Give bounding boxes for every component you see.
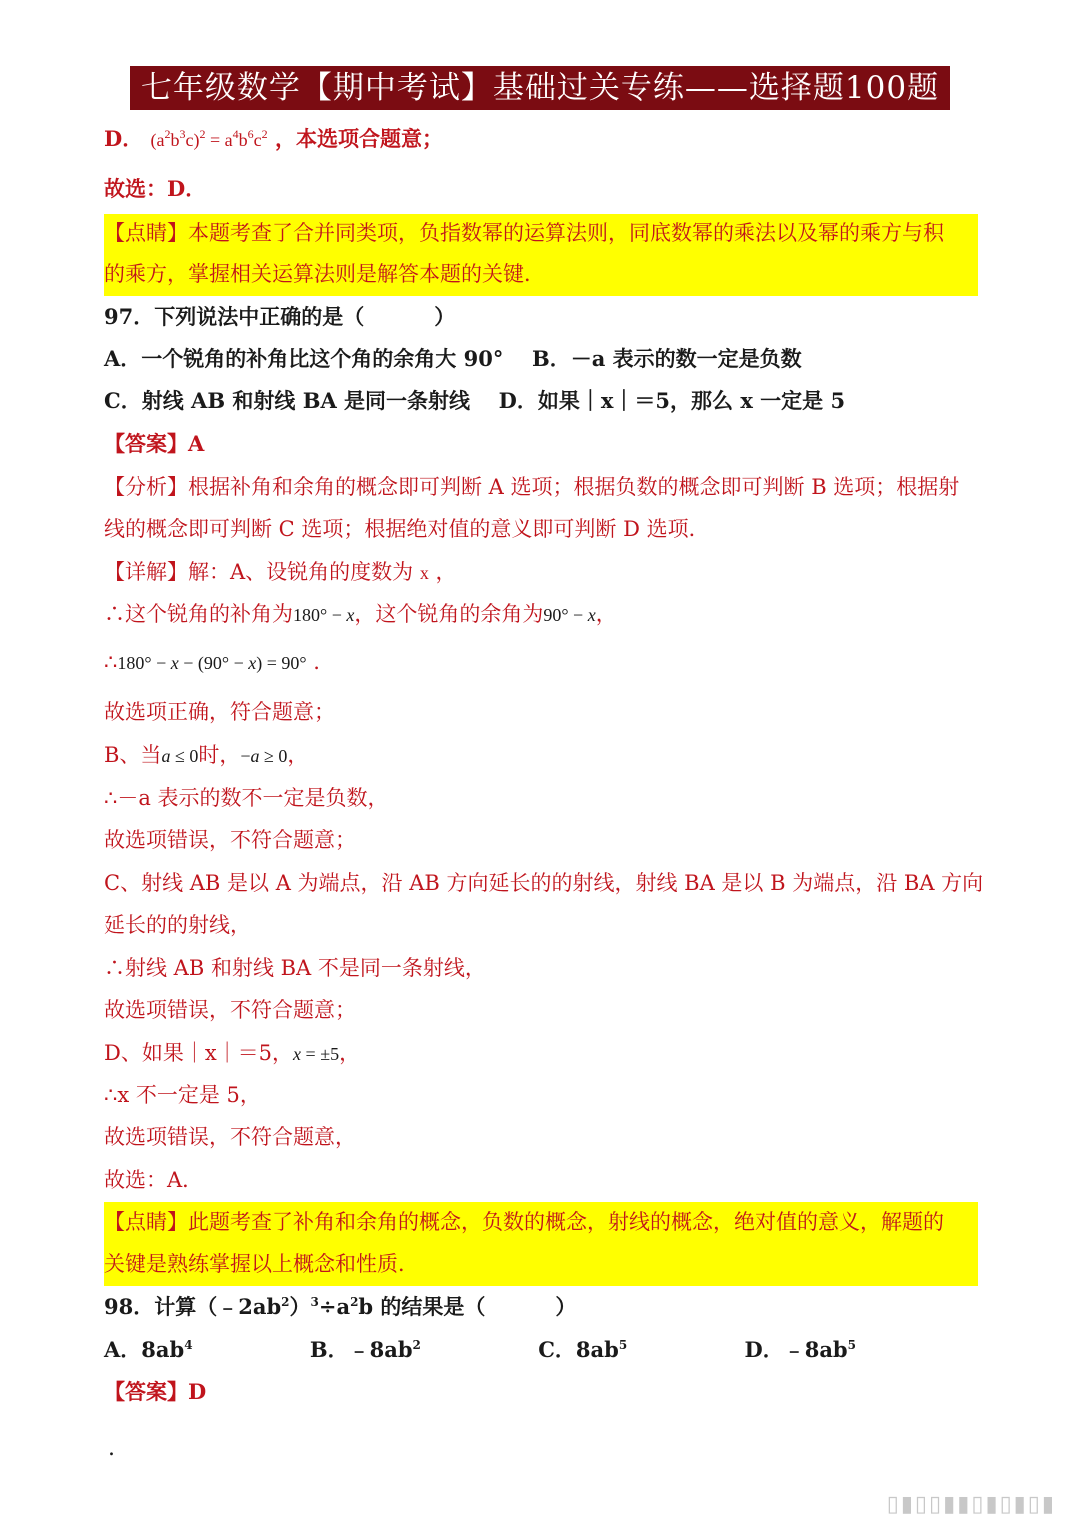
tip-highlight-1 [104,214,978,296]
detail-line: 故选项错误，不符合题意； [104,828,356,852]
detail-line: 【详解】解：A、设锐角的度数为 x ， [104,560,457,584]
detail-line: ∴180° − x − (90° − x) = 90° . [104,650,320,674]
tip-line: 【点睛】此题考查了补角和余角的概念，负数的概念，射线的概念，绝对值的意义，解题的 [104,1210,944,1234]
detail-line: C、射线 AB 是以 A 为端点，沿 AB 方向延长的的射线，射线 BA 是以 B 为端点，沿 BA 方向 [104,871,984,895]
page-title: 七年级数学【期中考试】基础过关专练——选择题100题 [130,66,950,110]
detail-line: 故选：A． [104,1168,204,1192]
question-97-stem: 97．下列说法中正确的是（ ） [104,304,456,329]
question-98-stem: 98．计算$(﹣2ab^2)^3\div a^2b$ 的结果是（ ） [104,1294,577,1319]
question-97-options-ab [104,344,802,374]
trailing-dot: . [108,1436,115,1461]
tip-line: 的乘方，掌握相关运算法则是解答本题的关键． [104,262,545,286]
detail-line: ∴射线 AB 和射线 BA 不是同一条射线， [104,956,486,980]
option-d: D．如果｜x｜＝5，那么 x 一定是 5 [498,388,846,413]
option-c: C．$8ab^5$ [538,1337,628,1362]
detail-line: 延长的的射线， [104,913,251,937]
detail-line: ∴这个锐角的补角为180° − x，这个锐角的余角为90° − x， [104,602,617,626]
prev-choice: 故选：D． [104,176,207,201]
option-d: D．$﹣8ab^5$ [744,1337,856,1362]
formula-power: $(a^2b^3c)^2 = a^4b^6c^2$ [150,127,268,150]
answer: 【答案】A [104,431,205,456]
detail-line: ∴－a 表示的数不一定是负数， [104,786,389,810]
detail-line: ∴x 不一定是 5， [104,1083,261,1107]
option-a: A．$8ab^4$ [104,1337,193,1362]
option-a: A．一个锐角的补角比这个角的余角大 90° [104,346,504,371]
analysis-line: 【分析】根据补角和余角的概念即可判断 A 选项；根据负数的概念即可判断 B 选项；根据射 [104,475,960,499]
detail-line: 故选项错误，不符合题意； [104,998,356,1022]
option-c: C．射线 AB 和射线 BA 是同一条射线 [104,388,471,413]
question-97-options-cd [104,386,845,416]
answer: 【答案】D [104,1379,207,1404]
analysis-line: 线的概念即可判断 C 选项；根据绝对值的意义即可判断 D 选项． [104,517,710,541]
watermark-logo: ▯▮▯▯▮▮▯▮▯▮▯▮ [886,1492,1056,1517]
question-98-options [104,1335,856,1365]
tip-highlight-2 [104,1202,978,1286]
detail-line: D、如果｜x｜＝5，x = ±5， [104,1041,361,1065]
prev-option-d: D． $(a^2b^3c)^2 = a^4b^6c^2$ ，本选项合题意； [104,126,443,151]
option-b: B．$﹣8ab^2$ [309,1337,421,1362]
detail-line: 故选项正确，符合题意； [104,700,335,724]
detail-line: B、当a ≤ 0时，−a ≥ 0， [104,743,309,767]
option-b: B．－a 表示的数一定是负数 [531,346,802,371]
tip-line: 关键是熟练掌握以上概念和性质． [104,1252,419,1276]
detail-line: 故选项错误，不符合题意， [104,1125,356,1149]
tip-line: 【点睛】本题考查了合并同类项，负指数幂的运算法则，同底数幂的乘法以及幂的乘方与积 [104,221,944,245]
